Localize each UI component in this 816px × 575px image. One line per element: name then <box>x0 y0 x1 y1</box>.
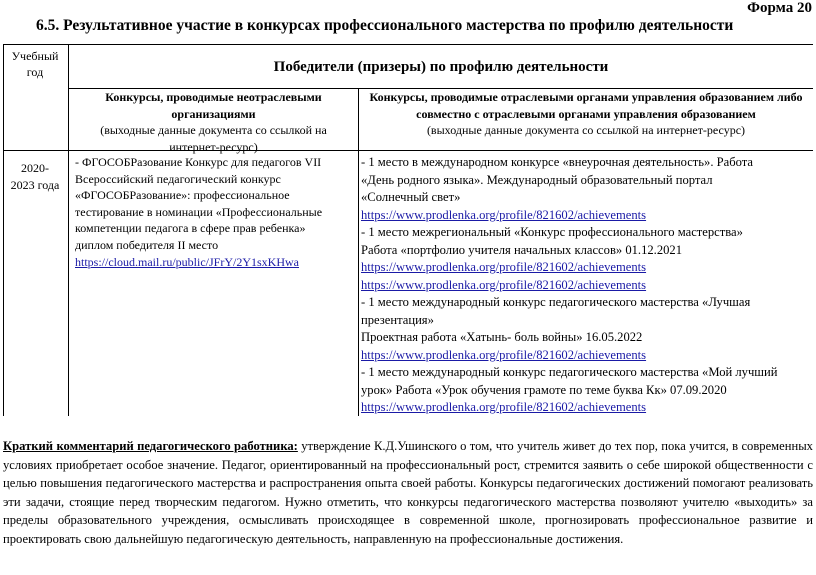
sector-competitions-cell <box>361 154 809 417</box>
table-divider-year <box>68 44 69 416</box>
col2-link[interactable]: https://www.prodlenka.org/profile/821602/achievements <box>361 347 647 362</box>
col1-header-bold: Конкурсы, проводимые неотраслевыми <box>105 90 322 104</box>
comment-text: утверждение К.Д.Ушинского о том, что учитель живет до тех пор, пока учится, в современных условиях приобретает особое значение. Педагог, ориентированный на профессиональный рост, стремится заявить о себе широкой общественности с целью повышения педагогического мастерства и распространения опыта своей работы. Конкурсы педагогических достижений помогают реализовать эти задачи, стоящие перед творческим педагогом. Нужно отметить, что конкурсы педагогического мастерства позволяют учителю «выходить» за пределы образовательного учреждения, осмысливать происходящее в современной школе, прогнозировать профессиональное развитие и проектировать свою дальнейшую педагогическую деятельность, направленную на профессиональные достижения. <box>3 439 813 546</box>
table-border-left <box>3 44 4 416</box>
col2-text-line: урок» Работа «Урок обучения грамоте по теме буква Кк» 07.09.2020 <box>361 382 727 397</box>
col2-text-line: - 1 место международный конкурс педагогического мастерства «Лучшая <box>361 295 751 309</box>
col2-text-line: «День родного языка». Международный образовательный портал <box>361 172 713 187</box>
col2-text-line: - 1 место межрегиональный «Конкурс профессионального мастерства» <box>361 225 743 239</box>
col1-text-line: диплом победителя II место <box>75 237 219 252</box>
year-header-line: Учебный <box>11 49 59 63</box>
col2-link[interactable]: https://www.prodlenka.org/profile/821602/achievements <box>361 277 647 292</box>
col1-text-line: компетенции педагога в сфере прав ребенка» <box>75 221 306 236</box>
col1-text-line: «ФГОСОБРазование»: профессиональное <box>75 188 290 203</box>
col2-link[interactable]: https://www.prodlenka.org/profile/821602/achievements <box>361 207 647 222</box>
form-number: Форма 20 <box>747 0 812 16</box>
teacher-comment <box>3 437 813 549</box>
non-sector-competitions-cell <box>75 154 345 270</box>
table-border-top <box>3 44 813 45</box>
col1-text-line: тестирование в номинации «Профессиональные <box>75 204 323 219</box>
competitions-table <box>3 44 813 416</box>
sector-column-header <box>360 89 812 139</box>
col2-header-bold: совместно с отраслевыми органами управления образованием <box>416 106 756 121</box>
col2-header-bold: Конкурсы, проводимые отраслевыми органами управления образованием либо <box>369 90 803 104</box>
comment-lead: Краткий комментарий педагогического работника: <box>3 439 298 453</box>
col2-text-line: «Солнечный свет» <box>361 190 461 204</box>
col1-text-line: Всероссийский педагогический конкурс <box>75 171 281 186</box>
year-cell-line: 2023 года <box>10 178 60 192</box>
table-divider-columns <box>358 88 359 416</box>
col2-text-line: - 1 место в международном конкурсе «внеурочная деятельность». Работа <box>361 155 754 169</box>
col2-text-line: Проектная работа «Хатынь- боль войны» 16.05.2022 <box>361 330 643 344</box>
year-cell-line: 2020- <box>21 161 49 175</box>
section-title: 6.5. Результативное участие в конкурсах профессионального мастерства по профилю деятельности <box>36 17 734 34</box>
col2-text-line: - 1 место международный конкурс педагогического мастерства «Мой лучший <box>361 365 778 379</box>
col2-text-line: презентация» <box>361 312 434 327</box>
year-column-header <box>3 48 67 80</box>
winners-header: Победители (призеры) по профилю деятельности <box>273 59 609 75</box>
col2-text-line: Работа «портфолио учителя начальных классов» 01.12.2021 <box>361 242 683 257</box>
col2-header-note: (выходные данные документа со ссылкой на интернет-ресурс) <box>426 123 746 137</box>
col1-link[interactable]: https://cloud.mail.ru/public/JFrY/2Y1sxKHwa <box>75 254 299 269</box>
col2-link[interactable]: https://www.prodlenka.org/profile/821602/achievements <box>361 400 647 414</box>
col1-header-bold: организациями <box>171 106 256 121</box>
year-cell <box>3 160 67 194</box>
non-sector-column-header <box>71 89 356 155</box>
col1-text-line: - ФГОСОБРазование Конкурс для педагогов VII <box>75 155 322 169</box>
col2-link[interactable]: https://www.prodlenka.org/profile/821602/achievements <box>361 260 647 274</box>
col1-header-note: интернет-ресурс) <box>169 139 258 154</box>
year-header-line: год <box>26 65 44 79</box>
col1-header-note: (выходные данные документа со ссылкой на <box>100 123 327 137</box>
